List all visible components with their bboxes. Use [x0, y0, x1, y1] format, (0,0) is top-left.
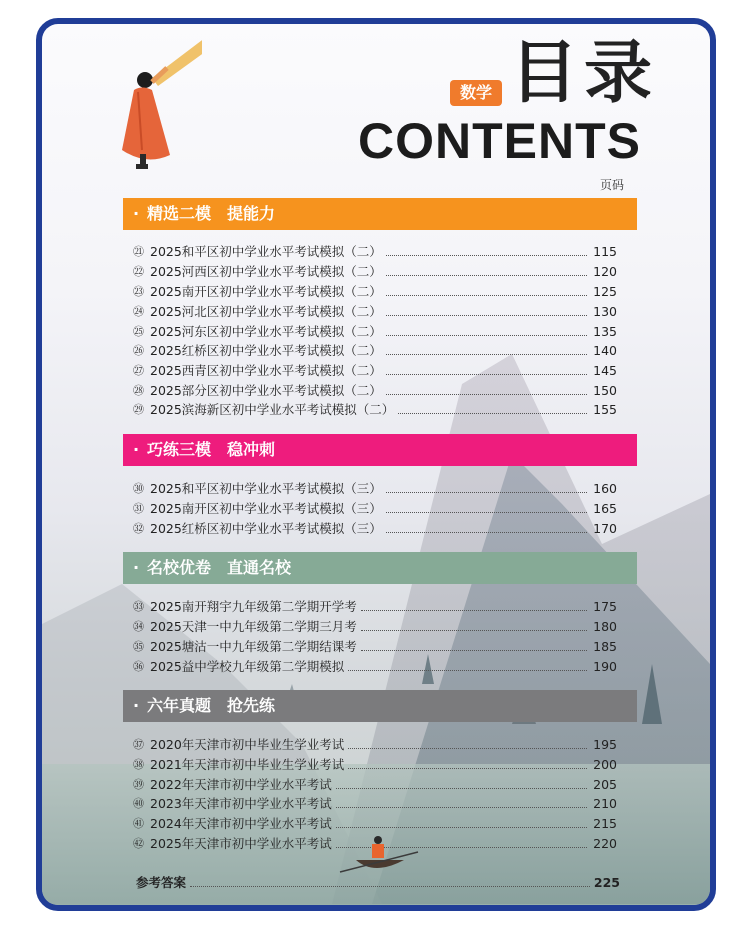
section-header-1: · 精选二模 提能力 [123, 198, 637, 230]
trumpet-player-illustration-icon [112, 30, 202, 180]
toc-entry[interactable]: ㉘ 2025部分区初中学业水平考试模拟（二） 150 [133, 383, 617, 398]
section-title-sub: 抢先练 [227, 696, 276, 715]
toc-entry[interactable]: ㉑ 2025和平区初中学业水平考试模拟（二） 115 [133, 244, 617, 259]
toc-entry[interactable]: ㉛ 2025南开区初中学业水平考试模拟（三） 165 [133, 501, 617, 516]
toc-entry[interactable]: ㊷ 2025年天津市初中学业水平考试 220 [133, 836, 617, 851]
toc-entry[interactable]: ㊳ 2021年天津市初中毕业生学业考试 200 [133, 757, 617, 772]
section-title-main: 名校优卷 [147, 558, 212, 577]
toc-entry[interactable]: ㉙ 2025滨海新区初中学业水平考试模拟（二） 155 [133, 402, 617, 417]
section-header-3: · 名校优卷 直通名校 [123, 552, 637, 584]
toc-entry[interactable]: ㊴ 2022年天津市初中学业水平考试 205 [133, 777, 617, 792]
toc-entry[interactable]: ㊵ 2023年天津市初中学业水平考试 210 [133, 796, 617, 811]
toc-entry[interactable]: ㉗ 2025西青区初中学业水平考试模拟（二） 145 [133, 363, 617, 378]
section-title-main: 巧练三模 [147, 440, 212, 459]
toc-entry[interactable]: ㉓ 2025南开区初中学业水平考试模拟（二） 125 [133, 284, 617, 299]
toc-entry[interactable]: ㉕ 2025河东区初中学业水平考试模拟（二） 135 [133, 324, 617, 339]
toc-entry[interactable]: ㉜ 2025红桥区初中学业水平考试模拟（三） 170 [133, 521, 617, 536]
toc-entry[interactable]: ㊱ 2025益中学校九年级第二学期模拟 190 [133, 659, 617, 674]
toc-entry[interactable]: ㉒ 2025河西区初中学业水平考试模拟（二） 120 [133, 264, 617, 279]
toc-entry[interactable]: ㉖ 2025红桥区初中学业水平考试模拟（二） 140 [133, 343, 617, 358]
section-title-sub: 直通名校 [227, 558, 292, 577]
answers-entry[interactable]: 参考答案 225 [136, 875, 620, 890]
section-title-sub: 提能力 [227, 204, 276, 223]
toc-entry[interactable]: ㊲ 2020年天津市初中毕业生学业考试 195 [133, 737, 617, 752]
toc-entry[interactable]: ㉟ 2025塘沽一中九年级第二学期结课考 185 [133, 639, 617, 654]
section-title-main: 六年真题 [147, 696, 212, 715]
section-header-2: · 巧练三模 稳冲刺 [123, 434, 637, 466]
subject-badge: 数学 [450, 80, 502, 106]
toc-entry[interactable]: ㉞ 2025天津一中九年级第二学期三月考 180 [133, 619, 617, 634]
section-title-sub: 稳冲刺 [227, 440, 276, 459]
page-title-cn: 目录 [510, 34, 659, 113]
toc-page [42, 24, 710, 905]
section-title-main: 精选二模 [147, 204, 212, 223]
toc-entry[interactable]: ㉚ 2025和平区初中学业水平考试模拟（三） 160 [133, 481, 617, 496]
page-title-en: CONTENTS [358, 113, 641, 169]
toc-entry[interactable]: ㉝ 2025南开翔宇九年级第二学期开学考 175 [133, 599, 617, 614]
section-header-4: · 六年真题 抢先练 [123, 690, 637, 722]
toc-entry[interactable]: ㉔ 2025河北区初中学业水平考试模拟（二） 130 [133, 304, 617, 319]
page-number-column-label: 页码 [600, 178, 625, 192]
toc-entry[interactable]: ㊶ 2024年天津市初中学业水平考试 215 [133, 816, 617, 831]
